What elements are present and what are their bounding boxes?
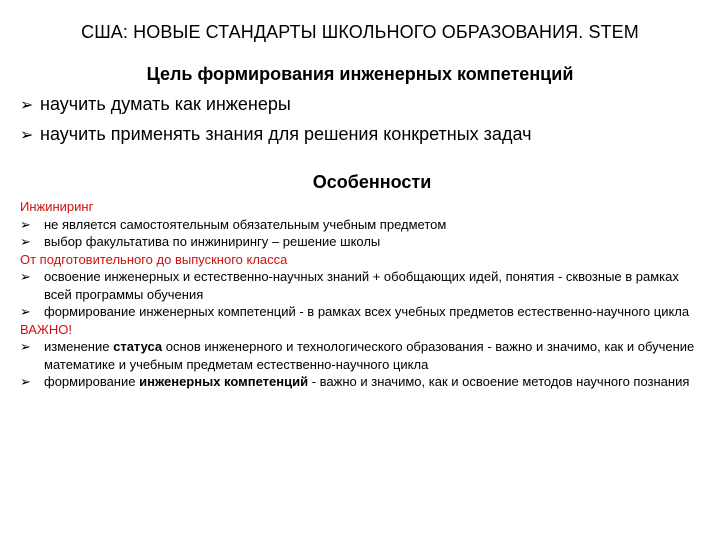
arrow-bullet-icon: ➢ [20,234,31,249]
feature-item-text: формирование инженерных компетенций - в рамках всех учебных предметов естественно-научного цикла [44,304,690,319]
slide-title: США: НОВЫЕ СТАНДАРТЫ ШКОЛЬНОГО ОБРАЗОВАНИЯ. STEM [81,22,639,42]
arrow-bullet-icon: ➢ [20,269,31,284]
goal-item-text: научить думать как инженеры [40,94,291,114]
feature-item [20,303,710,321]
features-heading: Особенности [312,172,432,192]
goal-item [20,90,531,120]
section-label-engineering: Инжиниринг [20,199,94,214]
feature-item-text: основ инженерного и технологического образования - важно и значимо, как и обучение математике и учебным предметам естественно-научного цикла [44,339,695,372]
goal-list [20,90,531,150]
goal-item [20,120,531,150]
goal-heading: Цель формирования инженерных компетенций [146,64,574,84]
arrow-bullet-icon: ➢ [20,216,31,232]
arrow-bullet-icon: ➢ [20,127,34,144]
feature-item [20,216,710,234]
feature-item-emphasis: статуса [113,339,163,354]
feature-item-text: не является самостоятельным обязательным учебным предметом [44,216,447,232]
feature-item-text: формирование [44,374,140,389]
arrow-bullet-icon: ➢ [20,374,31,389]
arrow-bullet-icon: ➢ [20,97,34,114]
feature-item [20,373,710,391]
arrow-bullet-icon: ➢ [20,339,31,354]
feature-item [20,338,710,373]
goal-item-text: научить применять знания для решения конкретных задач [40,124,532,144]
feature-item-text: - важно и значимо, как и освоение методов научного познания [308,374,690,389]
feature-item-text: выбор факультатива по инжинирингу – решение школы [44,234,381,249]
features-body [20,198,710,391]
section-label-grades: От подготовительного до выпускного класса [20,251,288,267]
section-label-important: ВАЖНО! [20,321,73,337]
feature-item-emphasis: инженерных компетенций [139,374,309,389]
arrow-bullet-icon: ➢ [20,304,31,319]
feature-item [20,233,710,251]
feature-item [20,268,710,303]
feature-item-text: освоение инженерных и естественно-научных знаний + обобщающих идей, понятия - сквозные в рамках всей программы обучения [44,269,679,302]
feature-item-text: изменение [44,339,114,354]
